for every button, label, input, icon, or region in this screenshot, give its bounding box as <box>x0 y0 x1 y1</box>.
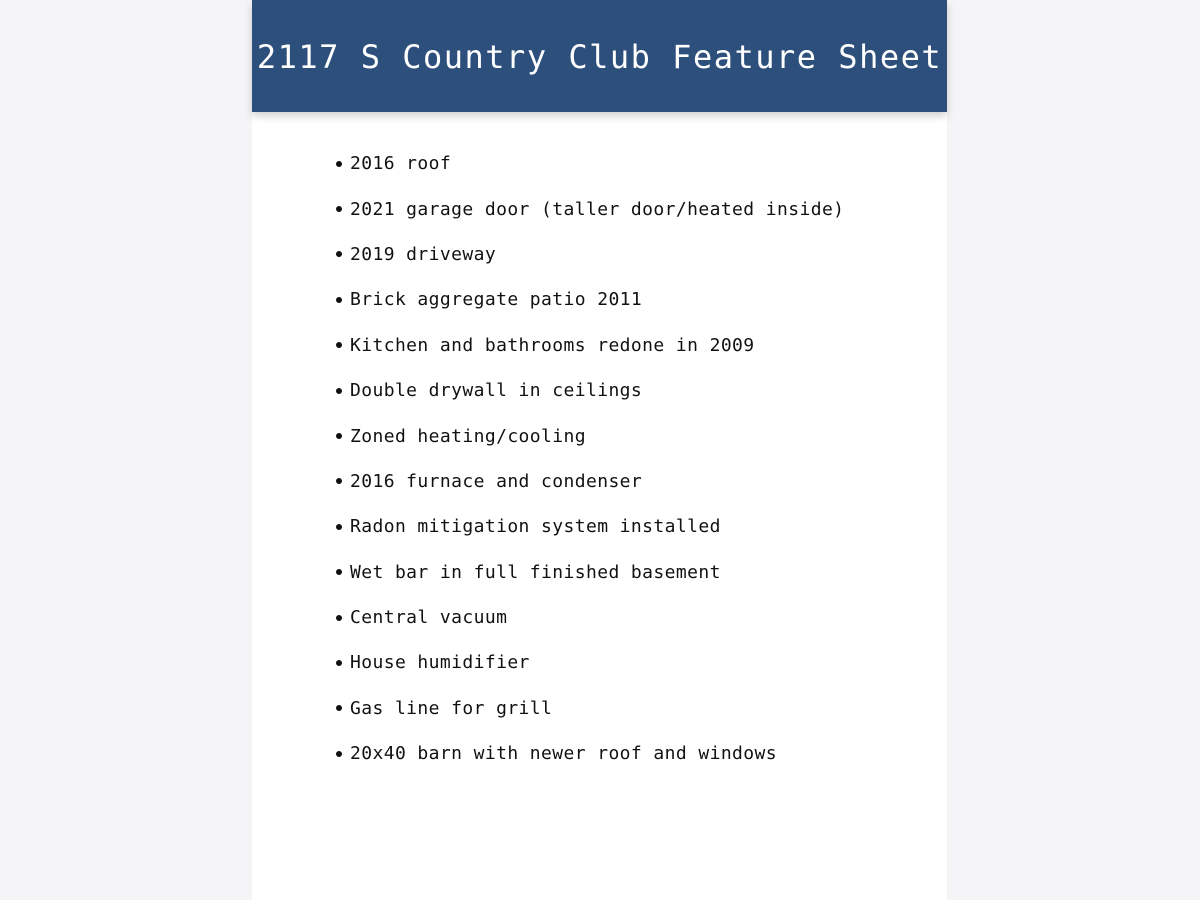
bullet-icon <box>336 569 342 575</box>
feature-text: 2016 roof <box>350 153 452 175</box>
bullet-icon <box>336 251 342 257</box>
feature-text: Kitchen and bathrooms redone in 2009 <box>350 334 755 356</box>
feature-item <box>336 459 844 504</box>
page-title: 2117 S Country Club Feature Sheet <box>256 38 943 76</box>
feature-text: Brick aggregate patio 2011 <box>350 289 643 311</box>
bullet-icon <box>336 342 342 348</box>
header-banner <box>252 0 947 112</box>
feature-text: Double drywall in ceilings <box>350 380 643 402</box>
feature-text: 2016 furnace and condenser <box>350 470 643 492</box>
bullet-icon <box>336 433 342 439</box>
feature-text: 2021 garage door (taller door/heated inside) <box>350 198 845 220</box>
feature-sheet <box>252 0 947 900</box>
feature-text: 20x40 barn with newer roof and windows <box>350 743 778 765</box>
feature-text: Wet bar in full finished basement <box>350 561 721 583</box>
feature-item <box>336 413 844 458</box>
feature-item <box>336 550 844 595</box>
bullet-icon <box>336 705 342 711</box>
feature-text: Radon mitigation system installed <box>350 516 721 538</box>
feature-item <box>336 504 844 549</box>
feature-item <box>336 731 844 776</box>
feature-item <box>336 686 844 731</box>
bullet-icon <box>336 751 342 757</box>
feature-item <box>336 186 844 231</box>
feature-text: Zoned heating/cooling <box>350 425 586 447</box>
feature-item <box>336 323 844 368</box>
bullet-icon <box>336 615 342 621</box>
bullet-icon <box>336 206 342 212</box>
feature-text: House humidifier <box>350 652 530 674</box>
feature-text: 2019 driveway <box>350 243 497 265</box>
feature-item <box>336 141 844 186</box>
feature-item <box>336 368 844 413</box>
feature-item <box>336 277 844 322</box>
bullet-icon <box>336 524 342 530</box>
feature-item <box>336 595 844 640</box>
feature-list <box>336 141 844 776</box>
feature-item <box>336 232 844 277</box>
bullet-icon <box>336 478 342 484</box>
bullet-icon <box>336 660 342 666</box>
feature-item <box>336 640 844 685</box>
bullet-icon <box>336 388 342 394</box>
feature-text: Gas line for grill <box>350 697 553 719</box>
bullet-icon <box>336 161 342 167</box>
bullet-icon <box>336 297 342 303</box>
feature-text: Central vacuum <box>350 607 508 629</box>
